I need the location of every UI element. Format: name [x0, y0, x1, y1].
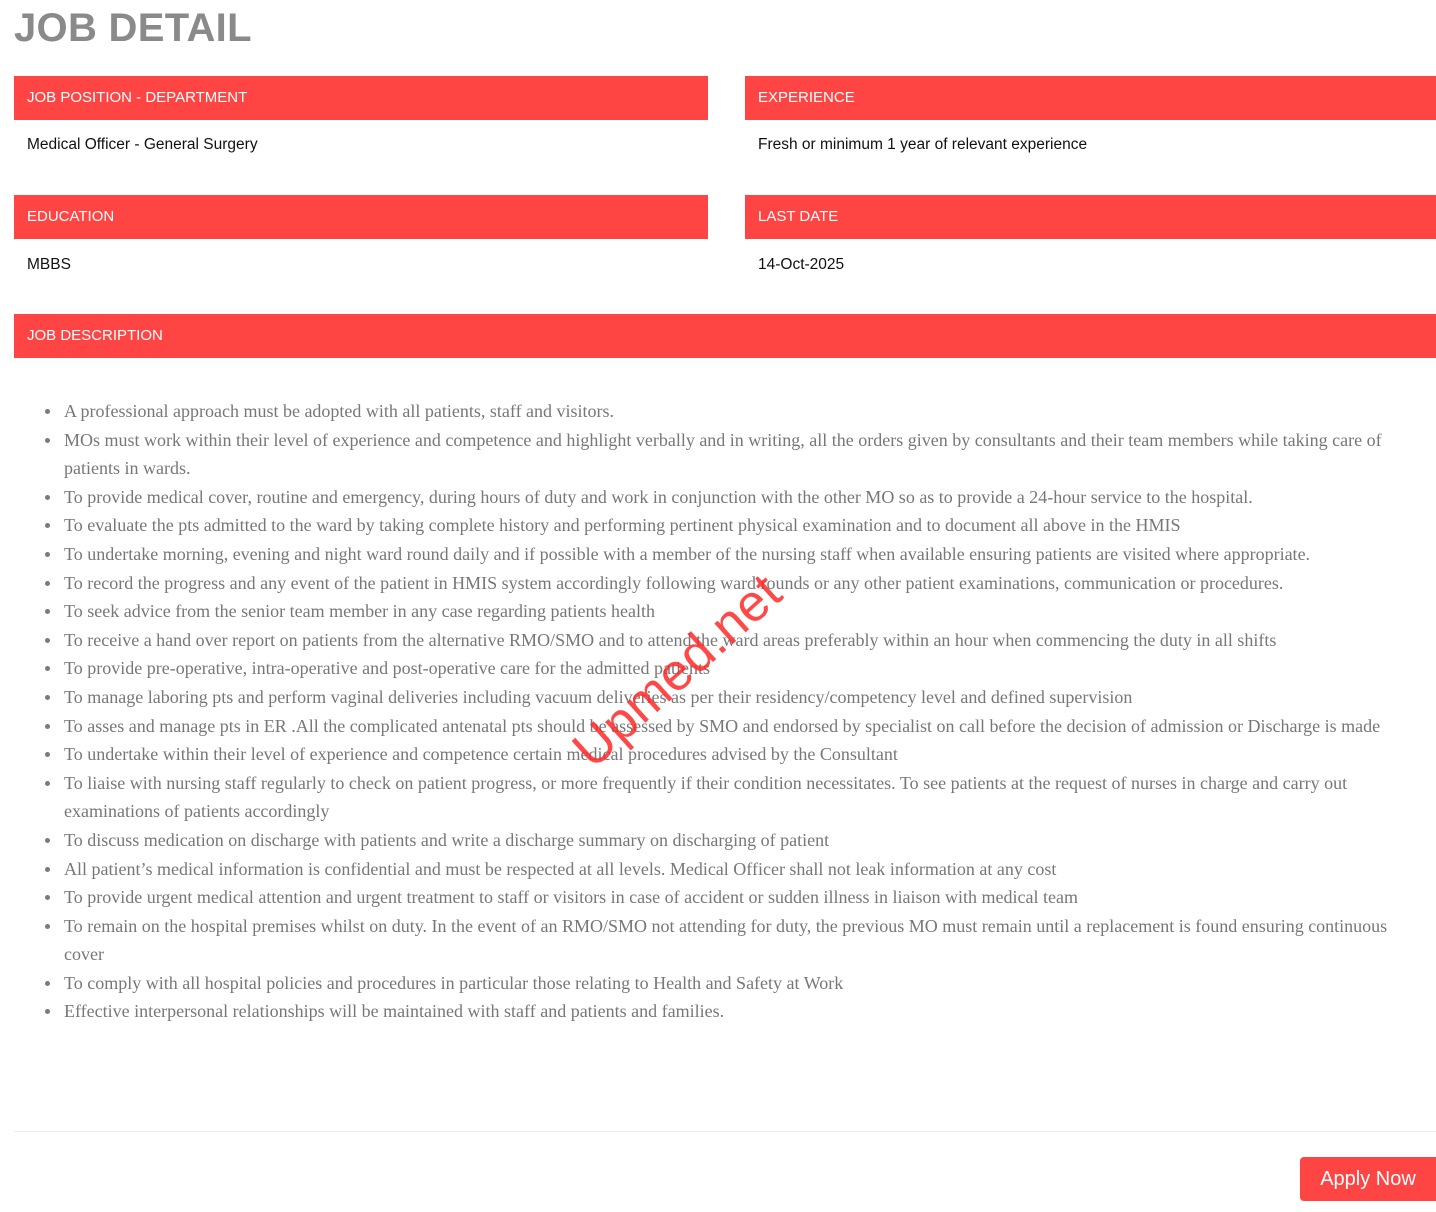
- bullet-icon: [45, 724, 50, 729]
- job-description-list: [14, 397, 1426, 1026]
- last-date-value: 14-Oct-2025: [758, 256, 845, 273]
- description-item: [64, 654, 1426, 683]
- description-item: [64, 540, 1426, 569]
- description-item: [64, 569, 1426, 598]
- description-item: [64, 740, 1426, 769]
- description-item-text: To receive a hand over report on patients from the alternative RMO/SMO and to attend the ward areas preferably within an hour when commencing the duty in all shifts: [64, 629, 1277, 650]
- description-item: [64, 511, 1426, 540]
- description-item: [64, 769, 1426, 826]
- watermark: Upmed.net: [561, 562, 794, 780]
- bullet-icon: [45, 666, 50, 671]
- description-item-text: To provide medical cover, routine and emergency, during hours of duty and work in conjunction with the other MO so as to provide a 24-hour service to the hospital.: [64, 486, 1253, 507]
- description-item: [64, 626, 1426, 655]
- bullet-icon: [45, 867, 50, 872]
- bullet-icon: [45, 752, 50, 757]
- description-item-text: To asses and manage pts in ER .All the complicated antenatal pts should be assessed by SMO and endorsed by specialist on call before the decision of admission or Discharge is made: [64, 715, 1381, 736]
- description-item: [64, 712, 1426, 741]
- bullet-icon: [45, 895, 50, 900]
- description-item: [64, 912, 1426, 969]
- description-item-text: MOs must work within their level of experience and competence and highlight verbally and in writing, all the orders given by consultants and their team members while taking care of patients in wards.: [64, 429, 1382, 479]
- position-value: Medical Officer - General Surgery: [27, 136, 258, 153]
- description-item-text: To record the progress and any event of the patient in HMIS system accordingly following ward rounds or any other patient examinations, communication or procedures.: [64, 572, 1284, 593]
- bullet-icon: [45, 581, 50, 586]
- education-section-header: EDUCATION: [14, 195, 708, 239]
- description-item: [64, 397, 1426, 426]
- bullet-icon: [45, 924, 50, 929]
- description-item-text: To provide urgent medical attention and urgent treatment to staff or visitors in case of accident or sudden illness in liaison with medical team: [64, 887, 1078, 908]
- description-item-text: To undertake morning, evening and night ward round daily and if possible with a member of the nursing staff when available ensuring patients are visited where appropriate.: [64, 543, 1311, 564]
- description-item: [64, 483, 1426, 512]
- bullet-icon: [45, 838, 50, 843]
- bullet-icon: [45, 438, 50, 443]
- description-item: [64, 997, 1426, 1026]
- description-item-text: To evaluate the pts admitted to the ward by taking complete history and performing pertinent physical examination and to document all above in the HMIS: [64, 515, 1181, 536]
- experience-section-header: EXPERIENCE: [745, 76, 1436, 120]
- apply-now-button[interactable]: Apply Now: [1300, 1157, 1436, 1201]
- description-item-text: To comply with all hospital policies and procedures in particular those relating to Health and Safety at Work: [64, 972, 844, 993]
- bullet-icon: [45, 695, 50, 700]
- description-item: [64, 426, 1426, 483]
- education-value: MBBS: [27, 256, 71, 273]
- bullet-icon: [45, 1009, 50, 1014]
- bullet-icon: [45, 981, 50, 986]
- bullet-icon: [45, 523, 50, 528]
- description-item-text: To manage laboring pts and perform vaginal deliveries including vacuum deliveries as per their residency/competency level and defined supervision: [64, 686, 1133, 707]
- description-item-text: To remain on the hospital premises whilst on duty. In the event of an RMO/SMO not attending for duty, the previous MO must remain until a replacement is found ensuring continuous cover: [64, 915, 1388, 965]
- description-item-text: All patient’s medical information is confidential and must be respected at all levels. Medical Officer shall not leak information at any cost: [64, 858, 1057, 879]
- description-section-header: JOB DESCRIPTION: [14, 314, 1436, 358]
- description-item-text: To discuss medication on discharge with patients and write a discharge summary on discharging of patient: [64, 829, 830, 850]
- description-item-text: To provide pre-operative, intra-operative and post-operative care for the admitted patients: [64, 658, 710, 679]
- last-date-section-header: LAST DATE: [745, 195, 1436, 239]
- description-item-text: To undertake within their level of experience and competence certain medical procedures advised by the Consultant: [64, 744, 898, 765]
- position-section-header: JOB POSITION - DEPARTMENT: [14, 76, 708, 120]
- divider: [14, 1131, 1436, 1132]
- page-title: JOB DETAIL: [14, 6, 252, 50]
- bullet-icon: [45, 409, 50, 414]
- bullet-icon: [45, 638, 50, 643]
- description-item-text: To seek advice from the senior team member in any case regarding patients health: [64, 601, 656, 622]
- bullet-icon: [45, 781, 50, 786]
- bullet-icon: [45, 495, 50, 500]
- description-item: [64, 826, 1426, 855]
- description-item: [64, 855, 1426, 884]
- description-item: [64, 883, 1426, 912]
- description-item-text: To liaise with nursing staff regularly to check on patient progress, or more frequently if their condition necessitates. To see patients at the request of nurses in charge and carry out examinations of patients accordingly: [64, 772, 1348, 822]
- description-item: [64, 683, 1426, 712]
- bullet-icon: [45, 552, 50, 557]
- description-item-text: Effective interpersonal relationships will be maintained with staff and patients and families.: [64, 1001, 725, 1022]
- description-item-text: A professional approach must be adopted with all patients, staff and visitors.: [64, 401, 615, 421]
- description-item: [64, 597, 1426, 626]
- experience-value: Fresh or minimum 1 year of relevant experience: [758, 136, 1088, 153]
- description-item: [64, 969, 1426, 998]
- bullet-icon: [45, 609, 50, 614]
